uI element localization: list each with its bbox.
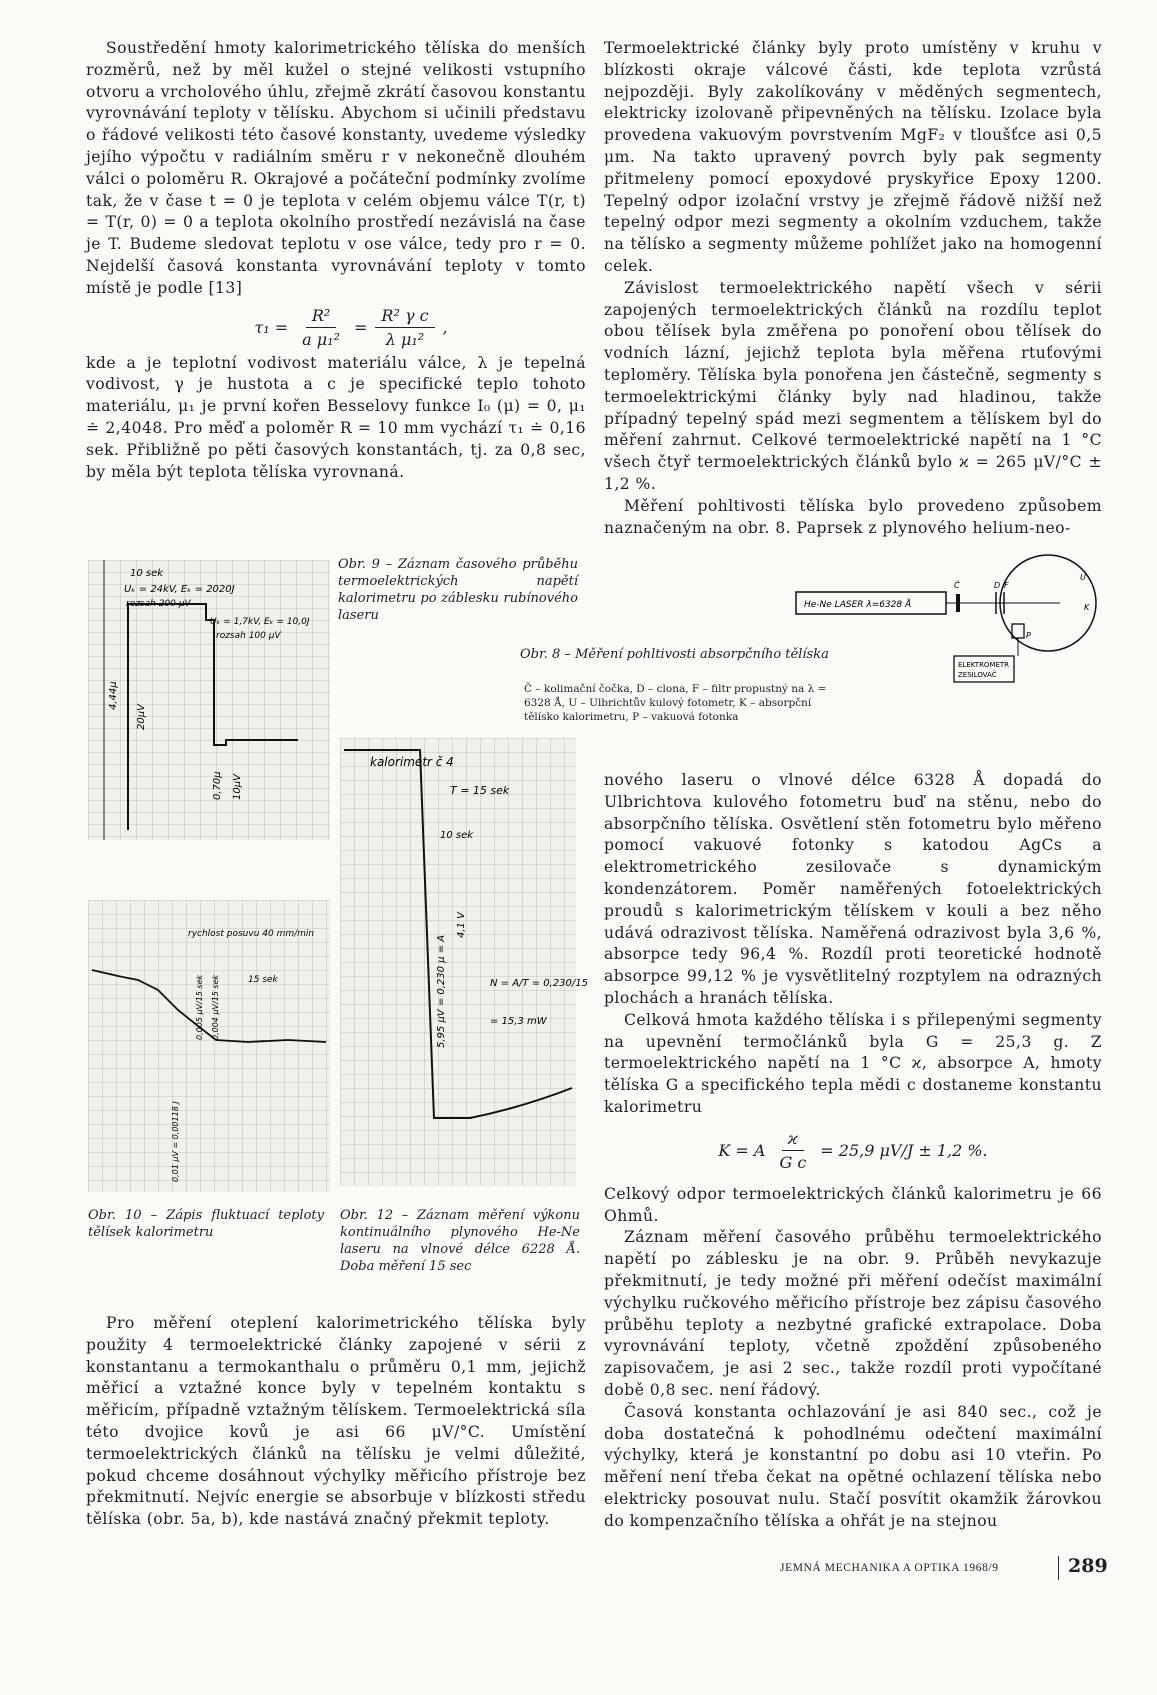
- paragraph: nového laseru o vlnové délce 6328 Å dopadá do Ulbrichtova kulového fotometru buď na stěnu, nebo do absorpčního tělíska. Osvětlení stěn fotometru bylo měřeno pomocí vakuové fotonky s katodou AgCs a elektrometrického zesilovače s dynamickým kondenzátorem. Poměr naměřených fotoelektrických proudů s kalorimetrickým tělískem v kouli a bez něho udává odrazivost tělíska. Naměřená odrazivost byla 3,6 %, absorpce tedy 96,4 %. Rozdíl proti teoretické hodnotě absorpce 99,12 % je vysvětlitelný rozptylem na odrazných plochách a hranách tělíska.: [604, 771, 1102, 1007]
- eq-lhs: τ₁ =: [254, 317, 289, 337]
- fig9-label: Uₖ = 1,7kV, Eₖ = 10,0J: [210, 617, 310, 627]
- fig12-label: = 15,3 mW: [490, 1016, 547, 1027]
- equation-k: [604, 1129, 1102, 1172]
- fig10-label: 0,005 μV/15 sek: [195, 974, 204, 1040]
- fig12-label: 10 sek: [440, 830, 474, 841]
- paragraph: Závislost termoelektrického napětí všech v sérii zapojených termoelektrických článků na rozdílu teplot obou tělísek byla změřena po ponoření obou tělísek do vodních lázní, jejichž teplota byla měřena rtuťovými teploměry. Tělíska byla ponořena jen částečně, segmenty s termoelektrickými články byly nad hladinou, takže případný tepelný spád mezi segmentem a tělískem byl do měření zahrnut. Celkové termoelektrické napětí na 1 °C všech čtyř termoelektrických článků bylo ϰ = 265 μV/°C ± 1,2 %.: [604, 278, 1102, 493]
- fig10-label: 0,004 μV/15 sek: [211, 974, 220, 1040]
- grid: [88, 900, 330, 1192]
- filter-letter: F: [1004, 581, 1009, 590]
- fig12-label: N = A/T = 0,230/15: [490, 978, 588, 989]
- figure-10-recording: [88, 900, 330, 1192]
- eq-den: a μ₁²: [302, 329, 340, 349]
- figure-8-svg: [790, 560, 1100, 700]
- eq-comma: ,: [442, 317, 448, 337]
- paragraph: Měření pohltivosti tělíska bylo provedeno způsobem naznačeným na obr. 8. Paprsek z plynového helium-neo-: [604, 496, 1102, 537]
- paragraph: Pro měření oteplení kalorimetrického tělíska byly použity 4 termoelektrické články zapojené v sérii z konstantanu a termokanthalu o průměru 0,1 mm, jejichž měřicí a vztažné konce byly v tepelném kontaktu s měřicím, případně vztažným tělískem. Termoelektrická síla této dvojice kovů je asi 66 μV/°C. Umístění termoelektrických článků na tělísku je velmi důležité, pokud chceme dosáhnout výchylky měřicího přístroje bez překmitnutí. Nejvíc energie se absorbuje v blízkosti středu tělíska (obr. 5a, b), kde nastává značný překmit teploty.: [86, 1314, 586, 1529]
- fig10-label: 0,01 μV = 0,00118 J: [171, 1101, 180, 1182]
- footer-divider: [1058, 1556, 1059, 1580]
- eq-fraction: [375, 306, 434, 349]
- figure-10-svg: [88, 900, 330, 1192]
- paragraph: Termoelektrické články byly proto umístěny v kruhu v blízkosti okraje válcové části, kde teplota vzrůstá nejpozději. Byly zakolíkovány v měděných segmentech, elektricky izolovaně připevněných na tělísku. Izolace byla provedena vakuovým povrstvením MgF₂ v tloušťce asi 0,5 μm. Na takto upravený povrch byly pak segmenty přitmeleny pomocí epoxydové pryskyřice Epoxy 1200. Tepelný odpor izolační vrstvy je zřejmě řádově nižší než tepelný odpor mezi segmenty a okolním vzduchem, takže na tělísko a segmenty můžeme pohlížet jako na homogenní celek.: [604, 39, 1102, 275]
- figure-10-caption: Obr. 10 – Zápis fluktuací teploty tělísek kalorimetru: [88, 1208, 324, 1240]
- fig9-label: 4,44μ: [108, 681, 119, 710]
- sphere-letter: U: [1080, 573, 1086, 582]
- amp-label: ELEKTROMETR: [958, 661, 1010, 669]
- figure-9-caption: Obr. 9 – Záznam časového průběhu termoelektrických napětí kalorimetru po záblesku rubínového laseru: [338, 557, 578, 623]
- photocell-letter: P: [1026, 631, 1031, 640]
- fig12-label: 5,95 μV = 0,230 μ = A: [436, 934, 447, 1048]
- fig12-label: T = 15 sek: [450, 784, 510, 797]
- fig9-label: Uₖ = 24kV, Eₖ = 2020J: [124, 584, 235, 595]
- left-column-bottom: [86, 1313, 586, 1531]
- equation-tau: [116, 306, 586, 349]
- paragraph: Celkový odpor termoelektrických článků kalorimetru je 66 Ohmů.: [604, 1184, 1102, 1225]
- eq-den: λ μ₁²: [385, 329, 425, 349]
- paragraph: Časová konstanta ochlazování je asi 840 sec., což je doba dostatečná k pohodlnému odečtení maximální výchylky, která je konstantní po dobu asi 10 vteřin. Po měření není třeba čekat na opětné ochlazení tělíska nebo elektricky posouvat nulu. Stačí posvítit okamžik žárovkou do kompenzačního tělíska a ohřát je na stejnou: [604, 1402, 1102, 1530]
- eq-num: R² γ c: [375, 306, 434, 328]
- fig10-label: rychlost posuvu 40 mm/min: [188, 929, 315, 939]
- figure-9-recording: [88, 560, 330, 840]
- page-number: 289: [1068, 1555, 1108, 1577]
- grid: [88, 560, 330, 840]
- paragraph: Záznam měření časového průběhu termoelektrického napětí po záblesku je na obr. 9. Průběh nevykazuje překmitnutí, je tedy možné při měření odečíst maximální výchylku ručkového měřicího přístroje bez zápisu časového průběhu teploty a nezbytné grafické extrapolace. Doba vyrovnávání teploty, včetně zpoždění způsobeného zapisovačem, je asi 2 sec., takže rozdíl proti vypočítané době 0,8 sec. není řádový.: [604, 1228, 1102, 1399]
- laser-label: He-Ne LASER λ=6328 Å: [804, 600, 912, 610]
- figure-8-caption-legend: Č – kolimační čočka, D – clona, F – filtr propustný na λ = 6328 Å, U – Ulbrichtův kulový fotometr, K – absorpční tělísko kalorimetru, P – vakuová fotonka: [524, 683, 827, 723]
- fig9-label: 20μV: [136, 704, 147, 730]
- eq-fraction: [296, 306, 346, 349]
- fig12-label: 4,1 V: [456, 912, 467, 938]
- lens-letter: Č: [954, 581, 960, 590]
- fig9-label: rozsah 200 μV: [126, 599, 191, 609]
- fig9-label: 10 sek: [130, 568, 164, 579]
- eq-rhs: = 25,9 μV/J ± 1,2 %.: [820, 1140, 988, 1160]
- body-letter: K: [1084, 603, 1090, 612]
- figure-12-svg: [340, 738, 588, 1186]
- journal-footer: JEMNÁ MECHANIKA A OPTIKA 1968/9: [780, 1562, 999, 1574]
- fig9-label: 10μV: [232, 774, 243, 800]
- fig9-label: rozsah 100 μV: [216, 631, 281, 641]
- fig10-label: 15 sek: [248, 975, 278, 985]
- figure-12-recording: [340, 738, 588, 1186]
- eq-lhs: K = A: [718, 1140, 766, 1160]
- figure-8-diagram: [790, 560, 1100, 700]
- eq-num: ϰ: [782, 1129, 804, 1151]
- paragraph: Soustředění hmoty kalorimetrického tělíska do menších rozměrů, než by měl kužel o stejné velikosti vstupního otvoru a vrcholového úhlu, zřejmě zkrátí časovou konstantu vyrovnávání teploty v tělísku. Abychom si učinili představu o řádové velikosti této časové konstanty, uvedeme výsledky jejího výpočtu v radiálním směru r v nekonečně dlouhém válci o poloměru R. Okrajové a počáteční podmínky zvolíme tak, že v čase t = 0 je teplota v celém objemu válce T(r, t) = T(r, 0) = 0 a teplota okolního prostředí nezávislá na čase je T. Budeme sledovat teplotu v ose válce, tedy pro r = 0. Nejdelší časová konstanta vyrovnávání teploty v tomto místě je podle [13]: [86, 39, 586, 297]
- figure-9-svg: [88, 560, 330, 840]
- paragraph: kde a je teplotní vodivost materiálu válce, λ je tepelná vodivost, γ je hustota a c je specifické teplo tohoto materiálu, μ₁ je první kořen Besselovy funkce I₀ (μ) = 0, μ₁ ≐ 2,4048. Pro měď a poloměr R = 10 mm vychází τ₁ ≐ 0,16 sek. Přibližně po pěti časových konstantách, tj. za 0,8 sec, by měla být teplota tělíska vyrovnaná.: [86, 353, 586, 481]
- eq-equals: =: [353, 317, 368, 337]
- amp-label: ZESILOVAČ: [958, 671, 997, 679]
- fig12-label: kalorimetr č 4: [370, 755, 454, 769]
- eq-den: G c: [779, 1152, 807, 1172]
- paragraph: Celková hmota každého tělíska i s přilepenými segmenty na upevnění termočlánků byla G = 25,3 g. Z termoelektrického napětí na 1 °C ϰ, absorpce A, hmoty tělíska G a specifického tepla mědi c dostaneme konstantu kalorimetru: [604, 1010, 1102, 1116]
- eq-fraction: [773, 1129, 812, 1172]
- fig9-label: 0,70μ: [212, 771, 223, 800]
- eq-num: R²: [306, 306, 336, 328]
- right-column-lower: [604, 770, 1102, 1533]
- right-column: [604, 38, 1102, 539]
- left-column: [86, 38, 586, 483]
- aperture-letter: D: [994, 581, 1001, 590]
- figure-8-caption-title: Obr. 8 – Měření pohltivosti absorpčního tělíska: [520, 647, 829, 662]
- figure-12-caption: Obr. 12 – Záznam měření výkonu kontinuálního plynového He-Ne laseru na vlnové délce 6228 Å. Doba měření 15 sec: [340, 1208, 580, 1274]
